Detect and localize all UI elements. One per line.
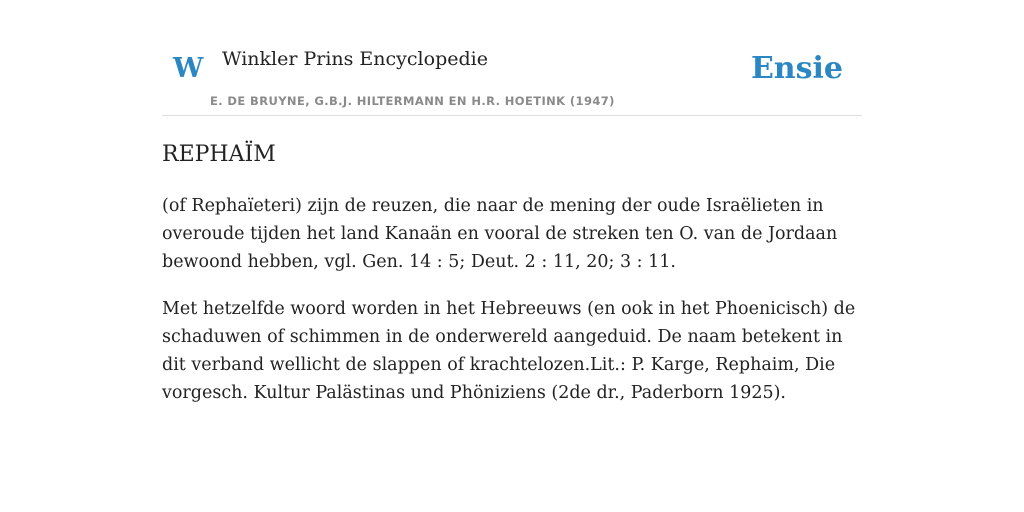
book-title-link[interactable]: Winkler Prins Encyclopedie bbox=[222, 48, 488, 70]
book-authors: E. DE BRUYNE, G.B.J. HILTERMANN EN H.R. HOETINK (1947) bbox=[210, 94, 615, 108]
page-container bbox=[162, 0, 862, 403]
entry-paragraph: (of Rephaïeteri) zijn de reuzen, die naar de mening der oude Israëlieten in overoude tijden het land Kanaän en vooral de streken ten O. van de Jordaan bewoond hebben, vgl. Gen. 14 : 5; Deut. 2 : 11, 20; 3 : 11. bbox=[162, 196, 838, 272]
entry-paragraph: Met hetzelfde woord worden in het Hebreeuws (en ook in het Phoenicisch) de schaduwen of schimmen in de onderwereld aangeduid. De naam betekent in dit verband wellicht de slappen of krachtelozen.Lit.: P. Karge, Rephaim, Die vorgesch. Kultur Palästinas und Phöniziens (2de dr., Paderborn 1925). bbox=[162, 299, 856, 403]
book-header bbox=[162, 0, 862, 116]
entry-title: REPHAÏM bbox=[162, 142, 276, 167]
book-logo-icon[interactable]: W bbox=[173, 53, 204, 84]
ensie-brand-logo[interactable]: Ensie bbox=[750, 51, 843, 86]
